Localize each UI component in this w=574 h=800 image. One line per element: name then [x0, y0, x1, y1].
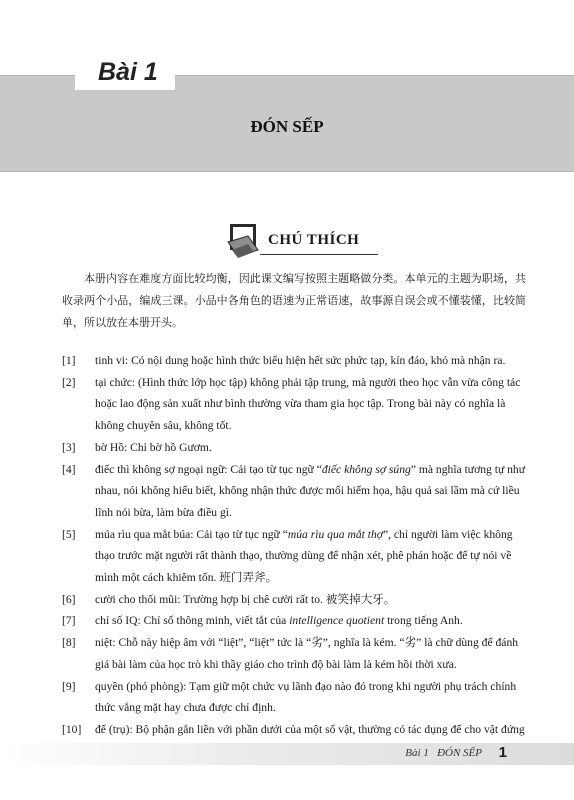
note-text: cười cho thối mũi: Trường hợp bị chê cười rất to. 被笑掉大牙。 [95, 592, 396, 606]
note-text-continued: ”, chỉ người làm việc không thạo trước mặt người rất thành thạo, thường dùng để nhận xét, phê phán hoặc để tự nói về mình một cách khiêm tốn. 班门弄斧。 [95, 527, 513, 585]
note-item [62, 610, 532, 632]
note-number: [3] [62, 440, 76, 454]
lesson-label: Bài 1 [98, 58, 158, 86]
note-english-term: intelligence quotient [289, 614, 385, 628]
note-text: chỉ số IQ: Chỉ số thông minh, viết tắt của [95, 614, 290, 628]
notes-list [62, 350, 532, 762]
page-number: 1 [498, 744, 507, 761]
notes-heading [224, 222, 384, 262]
note-text: bờ Hồ: Chỉ bờ hồ Gươm. [95, 440, 212, 454]
note-item [62, 350, 532, 372]
note-item [62, 632, 532, 675]
notes-title: CHÚ THÍCH [268, 232, 360, 248]
lesson-title: ĐÓN SẾP [250, 117, 324, 136]
footer-bar [0, 743, 574, 765]
note-text-continued: ” mà nghĩa tương tự như nhau, nói không hiểu biết, không nhận thức được mối hiểm họa, hậu quả sai lầm mà cứ liều lĩnh nói bừa, làm bừa điều gì. [95, 462, 525, 519]
book-stack-icon [224, 222, 264, 260]
note-text: đế (trụ): Bộ phận gắn liền với phần dưới của một số vật, thường có tác dụng để cho vật đứng [95, 722, 525, 736]
note-text: múa rìu qua mắt búa: Cải tạo từ tục ngữ “ [95, 527, 288, 541]
note-number: [5] [62, 527, 76, 541]
note-text-continued: trong tiếng Anh. [384, 614, 463, 628]
note-number: [9] [62, 679, 76, 693]
note-text: tại chức: (Hình thức lớp học tập) không phải tập trung, mà người theo học vẫn vừa công tác hoặc lao động sản xuất như bình thường vừa tham gia học tập. Trong bài này có nghĩa là không chuyên sâu, không tốt. [95, 375, 521, 433]
note-number: [1] [62, 354, 76, 367]
note-item [62, 459, 532, 524]
note-item [62, 524, 532, 589]
note-item [62, 589, 532, 611]
intro-paragraph: 本册内容在难度方面比较均衡，因此课文编写按照主题略做分类。本单元的主题为职场，共收录两个小品，编成三课。小品中各角色的语速为正常语速，故事源自误会或不懂装懂，比较简单，所以放在本册开头。 [62, 272, 526, 329]
notes-title-underline [260, 254, 378, 255]
note-number: [6] [62, 592, 76, 606]
note-number: [2] [62, 375, 76, 389]
note-item [62, 676, 532, 719]
note-number: [10] [62, 722, 82, 736]
note-proverb: múa rìu qua mắt thợ [287, 527, 383, 541]
running-title: Bài 1 ĐÓN SẾP [405, 747, 482, 759]
note-number: [8] [62, 636, 76, 650]
note-proverb: điếc không sợ súng [321, 462, 411, 476]
note-number: [4] [62, 462, 76, 476]
note-number: [7] [62, 614, 76, 628]
note-text: điếc thì không sợ ngoại ngữ: Cải tạo từ tục ngữ “ [95, 462, 322, 476]
note-item [62, 437, 532, 459]
note-text: tinh vi: Có nội dung hoặc hình thức biểu hiện hết sức phức tạp, kín đáo, khó mà nhận ra. [95, 354, 506, 367]
note-text: niệt: Chỗ này hiệp âm với “liệt”, “liệt” tức là “劣”, nghĩa là kém. “劣” là chữ dùng để đánh giá bài làm của học trò khi thầy giáo cho trình độ bài làm là kém hồi thời xưa. [95, 636, 519, 671]
note-item [62, 372, 532, 437]
note-text: quyền (phó phòng): Tạm giữ một chức vụ lãnh đạo nào đó trong khi người phụ trách chính thức vắng mặt hay chưa được chỉ định. [95, 679, 517, 715]
